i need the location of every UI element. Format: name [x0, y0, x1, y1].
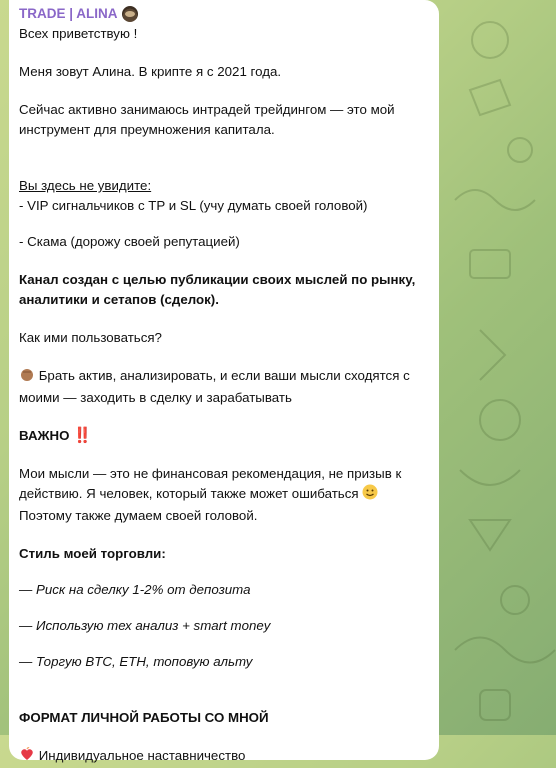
style-item: — Риск на сделку 1-2% от депозита [19, 582, 251, 597]
heart-fire-icon [19, 746, 35, 768]
intro-text: Меня зовут Алина. В крипте я с 2021 года. [19, 64, 282, 79]
activity-text: Сейчас активно занимаюсь интрадей трейдингом — это мой инструмент для преумножения капитала. [19, 102, 395, 137]
important-label: ВАЖНО [19, 428, 70, 443]
smile-icon [362, 484, 378, 506]
how-to-question: Как ими пользоваться? [19, 330, 162, 345]
style-item: — Использую тех анализ + smart money [19, 618, 271, 633]
style-item: — Торгую BTC, ETH, топовую альту [19, 654, 253, 669]
style-title: Стиль моей торговли: [19, 546, 166, 561]
double-exclamation-icon: ‼️ [73, 427, 91, 444]
not-here-item: - Скама (дорожу своей репутацией) [19, 234, 240, 249]
how-to-answer: Брать актив, анализировать, и если ваши мысли сходятся с моими — заходить в сделку и зарабатывать [19, 368, 410, 405]
channel-header[interactable] [19, 4, 427, 24]
greeting-text: Всех приветствую ! [19, 26, 138, 41]
sloth-icon [122, 6, 138, 22]
purpose-text: Канал создан с целью публикации своих мыслей по рынку, аналитики и сетапов (сделок). [19, 272, 416, 307]
disclaimer-text-2: Поэтому также думаем своей головой. [19, 508, 258, 523]
channel-message-bubble [9, 0, 439, 763]
format-item: Индивидуальное наставничество [19, 746, 427, 768]
fist-icon [19, 366, 35, 388]
not-here-item: - VIP сигнальчиков с TP и SL (учу думать своей головой) [19, 198, 368, 213]
disclaimer-text: Мои мысли — это не финансовая рекомендация, не призыв к действию. Я человек, который также может ошибаться [19, 464, 427, 506]
not-here-title: Вы здесь не увидите: [19, 178, 152, 193]
format-title: ФОРМАТ ЛИЧНОЙ РАБОТЫ СО МНОЙ [19, 710, 269, 725]
channel-name[interactable]: TRADE | ALINA [19, 6, 118, 21]
